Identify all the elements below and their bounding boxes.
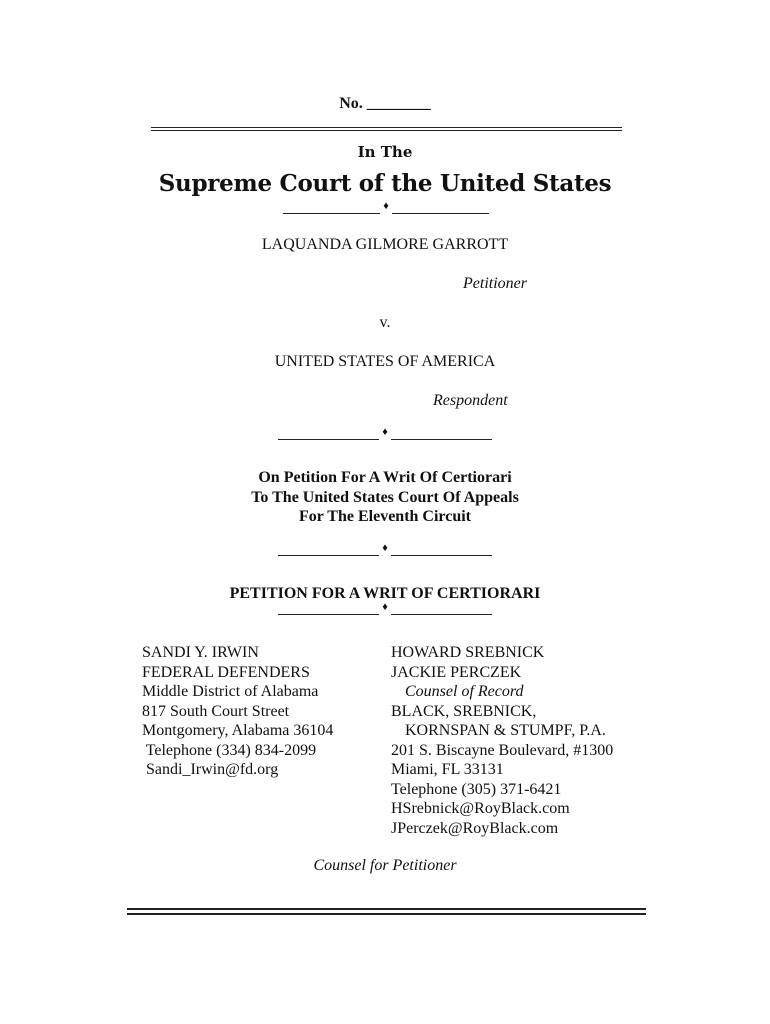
counsel-line: JACKIE PERCZEK xyxy=(391,663,522,681)
counsel-line: KORNSPAN & STUMPF, P.A. xyxy=(405,722,606,739)
respondent-name: UNITED STATES OF AMERICA xyxy=(274,353,496,370)
petition-title: PETITION FOR A WRIT OF CERTIORARI xyxy=(229,585,541,602)
in-the-heading: In The xyxy=(357,143,413,161)
left-counsel-block xyxy=(142,643,333,780)
court-name: Supreme Court of the United States xyxy=(158,170,612,197)
counsel-of-record: Counsel of Record xyxy=(405,683,524,700)
on-petition-line-3: For The Eleventh Circuit xyxy=(299,508,471,525)
petitioner-name: LAQUANDA GILMORE GARROTT xyxy=(261,236,509,253)
counsel-line: HOWARD SREBNICK xyxy=(391,644,545,661)
counsel-line: Montgomery, Alabama 36104 xyxy=(142,722,334,739)
counsel-line: Sandi_Irwin@fd.org xyxy=(142,761,279,778)
separator-2 xyxy=(278,426,492,441)
respondent-role: Respondent xyxy=(433,392,508,409)
counsel-line: Telephone (305) 371-6421 xyxy=(391,780,562,798)
separator-4 xyxy=(278,601,492,616)
diamond-icon: ♦ xyxy=(382,601,388,613)
separator-3 xyxy=(278,542,492,557)
counsel-line: 817 South Court Street xyxy=(142,702,290,720)
counsel-for-petitioner: Counsel for Petitioner xyxy=(313,857,457,874)
on-petition-line-2: To The United States Court Of Appeals xyxy=(251,488,519,506)
petitioner-role: Petitioner xyxy=(463,275,527,292)
counsel-line: Middle District of Alabama xyxy=(142,683,319,700)
docket-number: No. ________ xyxy=(339,95,431,112)
counsel-line: FEDERAL DEFENDERS xyxy=(142,663,310,681)
diamond-icon: ♦ xyxy=(382,542,388,554)
diamond-icon: ♦ xyxy=(382,426,388,438)
counsel-line: SANDI Y. IRWIN xyxy=(142,644,259,661)
counsel-line: 201 S. Biscayne Boulevard, #1300 xyxy=(391,741,614,759)
counsel-line: Miami, FL 33131 xyxy=(391,761,504,778)
counsel-email: JPerczek@RoyBlack.com xyxy=(391,819,559,837)
bottom-double-rule xyxy=(127,908,646,915)
separator-1 xyxy=(283,200,489,215)
counsel-line: Telephone (334) 834-2099 xyxy=(142,741,317,759)
right-counsel-block xyxy=(391,643,613,838)
diamond-icon: ♦ xyxy=(383,200,389,212)
on-petition-line-1: On Petition For A Writ Of Certiorari xyxy=(258,469,512,486)
counsel-email: HSrebnick@RoyBlack.com xyxy=(391,800,570,817)
top-double-rule xyxy=(151,127,622,131)
versus: v. xyxy=(379,314,391,331)
counsel-line: BLACK, SREBNICK, xyxy=(391,702,537,720)
